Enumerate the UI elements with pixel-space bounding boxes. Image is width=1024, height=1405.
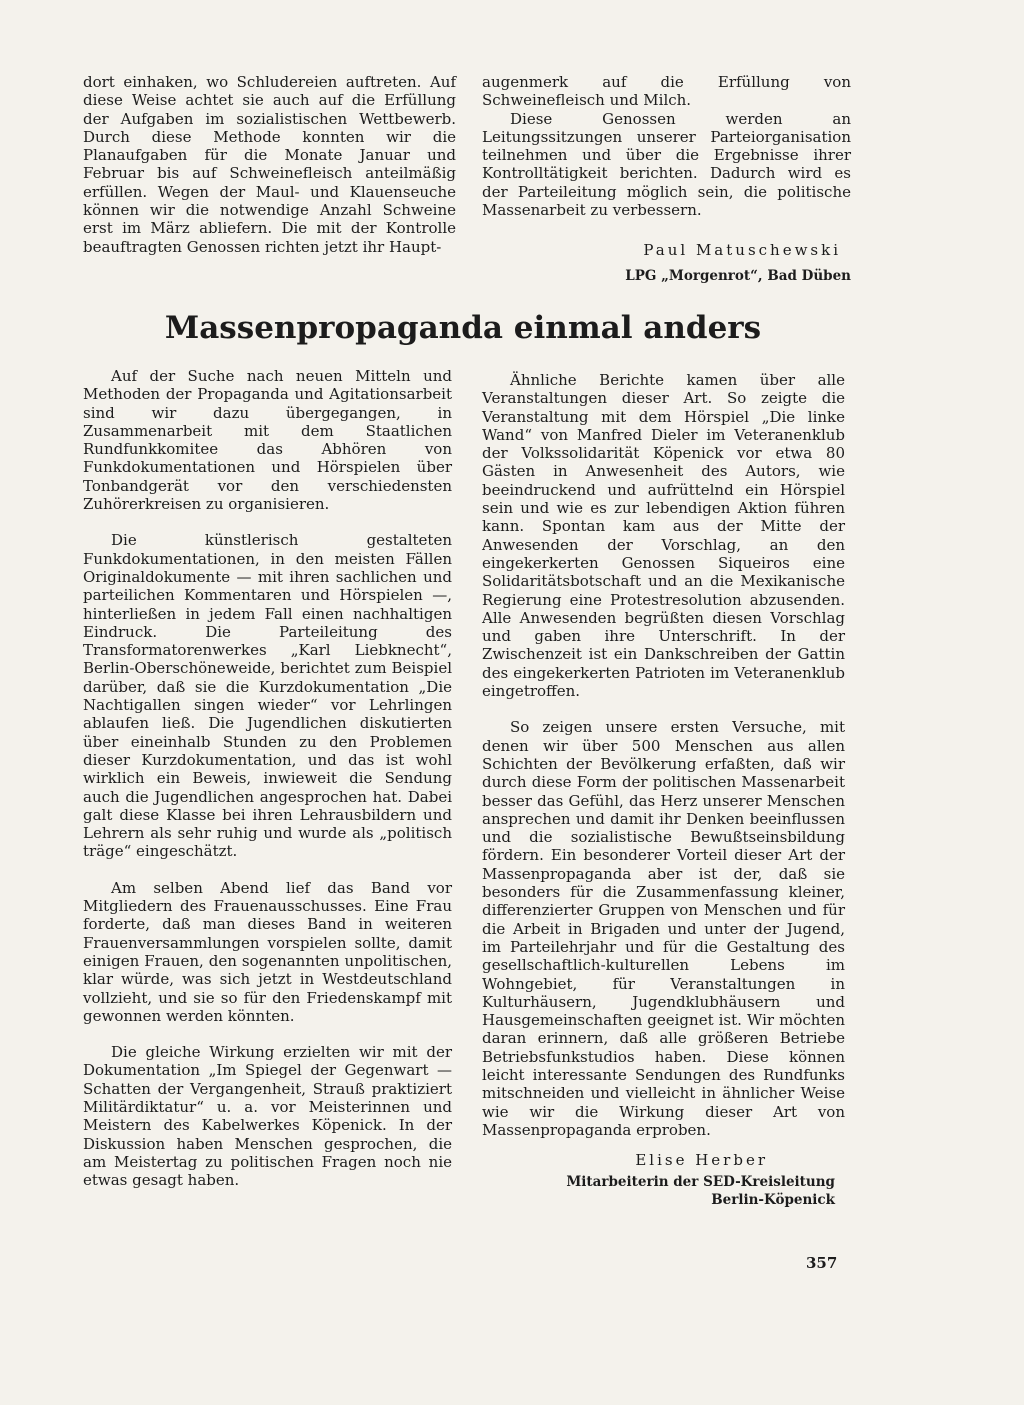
article-left-column [83, 367, 452, 1189]
paragraph: Ähnliche Berichte kamen über alle Veranstaltungen dieser Art. So zeigte die Veranstaltung mit dem Hörspiel „Die linke Wand“ von Manfred Dieler im Veteranenklub der Volkssolidarität Köpenick vor etwa 80 Gästen in Anwesenheit des Autors, wie beeindruckend und aufrüttelnd ein Hörspiel sein und wie es zur lebendigen Aktion führen kann. Spontan kam aus der Mitte der Anwesenden der Vorschlag, an den eingekerkerten Genossen Siqueiros eine Solidaritätsbotschaft und an die Mexikanische Regierung eine Protestresolution abzusenden. Alle Anwesenden begrüßten diesen Vorschlag und gaben ihre Unterschrift. In der Zwischenzeit ist ein Dankschreiben der Gattin des eingekerkerten Patrioten im Veteranenklub eingetroffen. [482, 371, 845, 701]
paragraph: dort einhaken, wo Schludereien auftreten. Auf diese Weise achtet sie auch auf die Erfüllung der Aufgaben im sozialistischen Wettbewerb. Durch diese Methode konnten wir die Planaufgaben für die Monate Januar und Februar bis auf Schweinefleisch anteilmäßig erfüllen. Wegen der Maul- und Klauenseuche können wir die notwendige Anzahl Schweine erst im März abliefern. Die mit der Kontrolle beauftragten Genossen richten jetzt ihr Haupt- [83, 73, 456, 256]
author-organization: LPG „Morgenrot“, Bad Düben [625, 268, 851, 285]
paragraph: Am selben Abend lief das Band vor Mitgliedern des Frauenausschusses. Eine Frau forderte, daß man dieses Band in weiteren Frauenversammlungen vorspielen sollte, damit einigen Frauen, den sogenannten unpolitischen, klar würde, was sich jetzt in Westdeutschland vollzieht, und sie so für den Friedenskampf mit gewonnen werden könnten. [83, 878, 452, 1025]
article-headline: Massenpropaganda einmal anders [164, 310, 762, 346]
top-right-column [482, 73, 851, 285]
author-signature: Paul Matuschewski [643, 241, 841, 260]
author-organization [482, 1173, 845, 1209]
paragraph: Diese Genossen werden an Leitungssitzungen unserer Parteiorganisation teilnehmen und über die Ergebnisse ihrer Kontrolltätigkeit berichten. Dadurch wird es der Parteileitung möglich sein, die politische Massenarbeit zu verbessern. [482, 109, 851, 220]
top-left-column [83, 73, 456, 256]
paragraph: Die gleiche Wirkung erzielten wir mit der Dokumentation „Im Spiegel der Gegenwart — Schatten der Vergangenheit, Strauß praktiziert Militärdiktatur“ u. a. vor Meisterinnen und Meistern des Kabelwerkes Köpenick. In der Diskussion haben Menschen gesprochen, die am Meistertag zu politischen Fragen noch nie etwas gesagt haben. [83, 1043, 452, 1190]
author-signature: Elise Herber [635, 1151, 768, 1170]
paragraph: Auf der Suche nach neuen Mitteln und Methoden der Propaganda und Agitationsarbeit sind wir dazu übergegangen, in Zusammenarbeit mit dem Staatlichen Rundfunkkomitee das Abhören von Funkdokumentationen und Hörspielen über Tonbandgerät vor den verschiedensten Zuhörerkreisen zu organisieren. [83, 367, 452, 514]
page-number: 357 [806, 1254, 838, 1272]
author-organization-line: Berlin-Köpenick [711, 1192, 835, 1209]
paragraph: Die künstlerisch gestalteten Funkdokumentationen, in den meisten Fällen Originaldokumente — mit ihren sachlichen und parteilichen Kommentaren und Hörspielen —, hinterließen in jedem Fall einen nachhaltigen Eindruck. Die Parteileitung des Transformatorenwerkes „Karl Liebknecht“, Berlin-Oberschöneweide, berichtet zum Beispiel darüber, daß sie die Kurzdokumentation „Die Nachtigallen singen wieder“ vor Lehrlingen ablaufen ließ. Die Jugendlichen diskutierten über eineinhalb Stunden zu den Problemen dieser Kurzdokumentation, und das ist wohl wirklich ein Beweis, inwieweit die Sendung auch die Jugendlichen angesprochen hat. Dabei galt diese Klasse bei ihren Lehrausbildern und Lehrern als sehr ruhig und wurde als „politisch träge“ eingeschätzt. [83, 531, 452, 861]
paragraph: So zeigen unsere ersten Versuche, mit denen wir über 500 Menschen aus allen Schichten der Bevölkerung erfaßten, daß wir durch diese Form der politischen Massenarbeit besser das Gefühl, das Herz unserer Menschen ansprechen und damit ihr Denken beeinflussen und die sozialistische Bewußtseinsbildung fördern. Ein besonderer Vorteil dieser Art der Massenpropaganda aber ist der, daß sie besonders für die Zusammenfassung kleiner, differenzierter Gruppen von Menschen und für die Arbeit in Brigaden und unter der Jugend, im Parteilehrjahr und für die Gestaltung des gesellschaftlich-kulturellen Lebens im Wohngebiet, für Veranstaltungen in Kulturhäusern, Jugendklubhäusern und Hausgemeinschaften geeignet ist. Wir möchten daran erinnern, daß alle größeren Betriebe Betriebsfunkstudios haben. Diese können leicht interessante Sendungen des Rundfunks mitschneiden und vielleicht in ähnlicher Weise wie wir die Wirkung dieser Art von Massenpropaganda erproben. [482, 718, 845, 1139]
article-right-column [482, 371, 845, 1209]
paragraph: augenmerk auf die Erfüllung von Schweinefleisch und Milch. [482, 73, 851, 110]
author-organization-line: Mitarbeiterin der SED-Kreisleitung [566, 1174, 835, 1191]
